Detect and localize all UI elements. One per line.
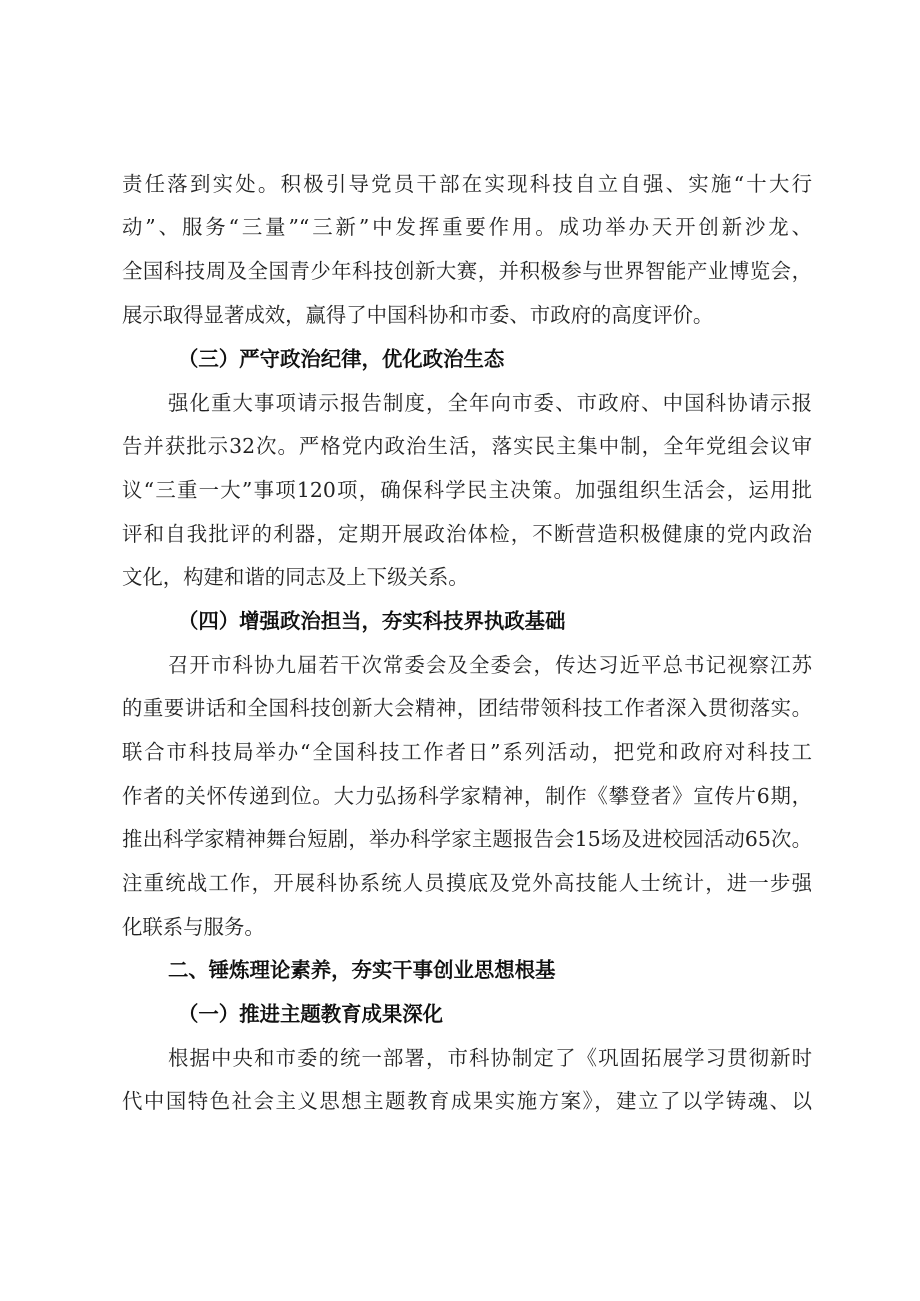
paragraph-line: 联合市科技局举办“全国科技工作者日”系列活动，把党和政府对科技工 (122, 740, 812, 764)
subsection-heading-3: （三）严守政治纪律，优化政治生态 (178, 347, 505, 371)
paragraph-line: 告并获批示32次。严格党内政治生活，落实民主集中制，全年党组会议审 (122, 434, 812, 458)
paragraph-line: 动”、服务“三量”“三新”中发挥重要作用。成功举办天开创新沙龙、 (122, 215, 812, 239)
paragraph-line: 代中国特色社会主义思想主题教育成果实施方案》，建立了以学铸魂、以 (122, 1089, 812, 1113)
paragraph-line: 根据中央和市委的统一部署，市科协制定了《巩固拓展学习贯彻新时 (168, 1046, 812, 1070)
paragraph-line: 化联系与服务。 (122, 915, 265, 939)
paragraph-line: 议“三重一大”事项120项，确保科学民主决策。加强组织生活会，运用批 (122, 478, 812, 502)
paragraph-line: 的重要讲话和全国科技创新大会精神，团结带领科技工作者深入贯彻落实。 (122, 696, 812, 720)
paragraph-line: 文化，构建和谐的同志及上下级关系。 (122, 565, 469, 589)
paragraph-line: 展示取得显著成效，赢得了中国科协和市委、市政府的高度评价。 (122, 303, 714, 327)
paragraph-line: 作者的关怀传递到位。大力弘扬科学家精神，制作《攀登者》宣传片6期， (122, 784, 812, 808)
paragraph-line: 召开市科协九届若干次常委会及全委会，传达习近平总书记视察江苏 (168, 653, 812, 677)
paragraph-line: 全国科技周及全国青少年科技创新大赛，并积极参与世界智能产业博览会， (122, 259, 812, 283)
paragraph-line: 评和自我批评的利器，定期开展政治体检，不断营造积极健康的党内政治 (122, 522, 812, 546)
section-heading-2: 二、锤炼理论素养，夯实干事创业思想根基 (168, 958, 556, 982)
paragraph-line: 强化重大事项请示报告制度，全年向市委、市政府、中国科协请示报 (168, 391, 812, 415)
subsection-heading-4: （四）增强政治担当，夯实科技界执政基础 (178, 609, 566, 633)
subsection-heading-2-1: （一）推进主题教育成果深化 (178, 1002, 444, 1026)
paragraph-line: 注重统战工作，开展科协系统人员摸底及党外高技能人士统计，进一步强 (122, 871, 812, 895)
paragraph-line: 推出科学家精神舞台短剧，举办科学家主题报告会15场及进校园活动65次。 (122, 827, 812, 851)
paragraph-line: 责任落到实处。积极引导党员干部在实现科技自立自强、实施“十大行 (122, 172, 812, 196)
